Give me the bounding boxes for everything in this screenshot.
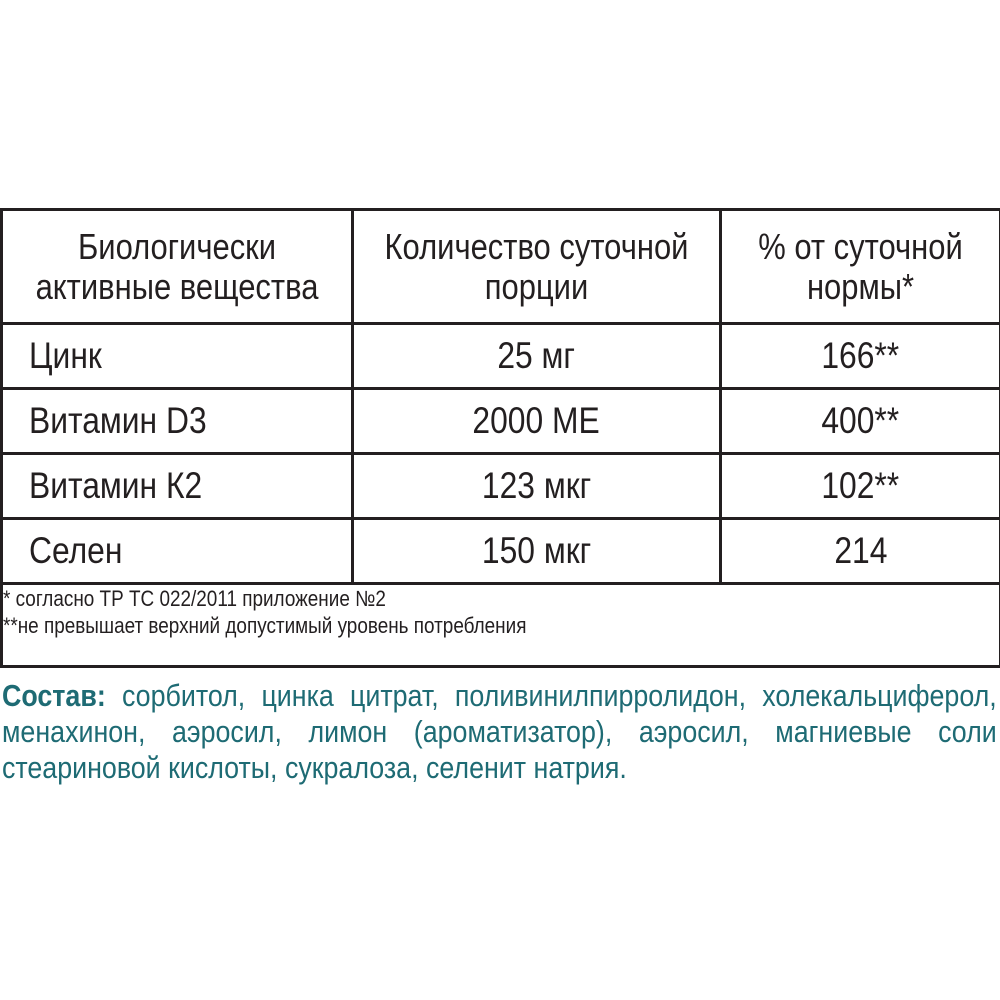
header-daily-percent-line-2: нормы*	[806, 265, 915, 307]
row-name	[2, 324, 353, 389]
row-percent-text: 102**	[821, 465, 900, 506]
header-daily-amount-line-2: порции	[484, 265, 589, 307]
row-amount-text: 123 мкг	[481, 465, 592, 506]
row-name-text: Селен	[29, 530, 123, 571]
composition-paragraph	[2, 678, 998, 786]
row-percent	[721, 454, 1000, 519]
row-percent-text: 166**	[821, 335, 900, 376]
row-percent	[721, 389, 1000, 454]
footnote-upper-limit: **не превышает верхний допустимый уровень потребления	[3, 613, 527, 638]
row-name-text: Цинк	[29, 335, 102, 376]
table-row-vitamin-k2	[2, 454, 1000, 519]
table-footnotes-row	[2, 584, 1000, 667]
nutrition-table	[0, 208, 1000, 668]
row-percent	[721, 519, 1000, 584]
table-row-zinc	[2, 324, 1000, 389]
row-name	[2, 389, 353, 454]
composition-label: Состав:	[2, 678, 106, 713]
composition-text: сорбитол, цинка цитрат, поливинилпирролидон, холекальциферол, менахинон, аэросил, лимон (ароматизатор), аэросил, магниевые соли стеариновой кислоты, сукралоза, селенит натрия.	[2, 678, 997, 785]
header-substances-line-2: активные вещества	[35, 265, 319, 307]
row-percent-text: 400**	[821, 400, 900, 441]
header-daily-percent	[721, 210, 1000, 324]
row-amount-text: 150 мкг	[481, 530, 592, 571]
row-name	[2, 454, 353, 519]
composition-inner	[2, 678, 997, 786]
footnote-regulation: * согласно ТР ТС 022/2011 приложение №2	[3, 586, 386, 611]
row-percent-text: 214	[833, 530, 888, 571]
row-name-text: Витамин D3	[29, 400, 207, 441]
row-amount	[353, 324, 721, 389]
table-header-row	[2, 210, 1000, 324]
footnotes-cell	[2, 584, 1000, 667]
row-name-text: Витамин К2	[29, 465, 203, 506]
table-row-selenium	[2, 519, 1000, 584]
row-amount	[353, 454, 721, 519]
table-row-vitamin-d3	[2, 389, 1000, 454]
header-daily-amount-line-1: Количество суточной	[384, 225, 689, 267]
header-substances	[2, 210, 353, 324]
row-percent	[721, 324, 1000, 389]
header-daily-percent-line-1: % от суточной	[758, 225, 963, 267]
row-amount	[353, 389, 721, 454]
row-amount	[353, 519, 721, 584]
row-amount-text: 2000 МЕ	[472, 400, 601, 441]
header-daily-amount	[353, 210, 721, 324]
row-name	[2, 519, 353, 584]
header-substances-line-1: Биологически	[77, 225, 277, 267]
row-amount-text: 25 мг	[497, 335, 576, 376]
